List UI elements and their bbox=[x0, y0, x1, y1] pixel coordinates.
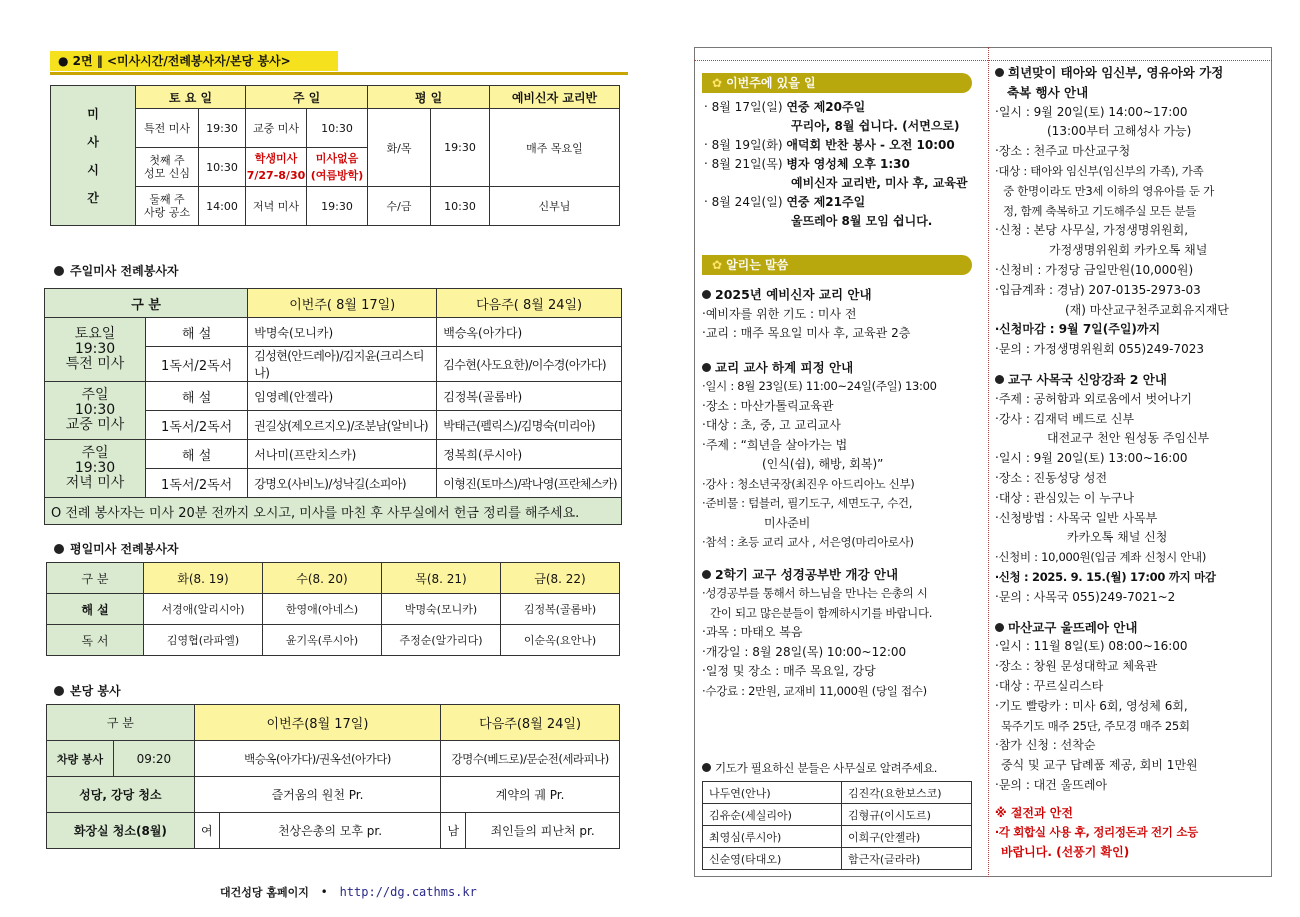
right-notices-column bbox=[995, 63, 1267, 863]
notice-line: 중식 및 교구 답례품 제공, 회비 1만원 bbox=[1001, 758, 1198, 773]
server-this: 김성현(안드레아)/김지윤(크리스티나) bbox=[248, 347, 437, 382]
server-next: 박태근(펠릭스)/김명숙(미리아) bbox=[437, 411, 622, 440]
notice-line: ‧일시 : 8월 23일(토) 11:00~24일(주일) 13:00 bbox=[702, 379, 937, 393]
row-church-cleaning: 성당, 강당 청소 bbox=[47, 777, 195, 813]
notice-line: (13:00부터 고해성사 가능) bbox=[1047, 124, 1192, 139]
notice-line: 대전교구 천안 원성동 주임신부 bbox=[1047, 431, 1210, 446]
weekday-days-1: 화/목 bbox=[368, 109, 431, 187]
notice-line: ‧참가 신청 : 선착순 bbox=[995, 738, 1096, 753]
page-title-text: ● 2면 ‖ <미사시간/전례봉사자/본당 봉사> bbox=[58, 54, 291, 68]
notice-line: (재) 마산교구천주교회유지재단 bbox=[1065, 302, 1229, 317]
sat-mass-3: 둘째 주 사랑 공소 bbox=[136, 187, 199, 226]
weekday-time-2: 10:30 bbox=[431, 187, 490, 226]
gender-male: 남 bbox=[441, 813, 466, 849]
prayer-name: 신순영(타대오) bbox=[703, 848, 842, 870]
prayer-name: 김진각(요한보스코) bbox=[842, 782, 972, 804]
weekday-servers-heading: 평일미사 전례봉사자 bbox=[54, 540, 179, 557]
notice-line: ‧주제 : 공허함과 외로움에서 벗어나기 bbox=[995, 391, 1192, 406]
group-sun-main: 주일 10:30 교중 미사 bbox=[45, 382, 146, 440]
server-next: 정복희(루시아) bbox=[437, 440, 622, 469]
prayer-list-table bbox=[702, 781, 972, 870]
notice-line: ‧장소 : 창원 문성대학교 체육관 bbox=[995, 659, 1158, 674]
row-restroom-cleaning: 화장실 청소(8월) bbox=[47, 813, 195, 849]
bullet-icon bbox=[702, 570, 711, 579]
notice-line: ‧신청 : 2025. 9. 15.(월) 17:00 까지 마감 bbox=[995, 569, 1216, 584]
sat-mass-2: 첫째 주 성모 신심 bbox=[136, 148, 199, 187]
group-sun-evening: 주일 19:30 저녁 미사 bbox=[45, 440, 146, 498]
notice-line: ‧강사 : 김재덕 베드로 신부 bbox=[995, 411, 1135, 426]
server-name: 주정순(알가리다) bbox=[382, 625, 501, 656]
event-item: ‧ 8월 24일(일) 연중 제21주일 bbox=[704, 195, 866, 209]
notice-line: ‧문의 : 가정생명위원회 055)249-7023 bbox=[995, 342, 1204, 357]
notice-line: ‧예비자를 위한 기도 : 미사 전 bbox=[702, 306, 857, 321]
notice-line: ‧일시 : 9월 20일(토) 14:00~17:00 bbox=[995, 104, 1188, 119]
mass-time-label: 미 사 시 간 bbox=[51, 86, 136, 226]
bullet-icon bbox=[702, 363, 711, 372]
driving-time: 09:20 bbox=[114, 741, 195, 777]
faith-lecture-title: 교구 사목국 신앙강좌 2 안내 bbox=[995, 370, 1267, 390]
col-category: 구 분 bbox=[45, 289, 248, 318]
right-page-top-line bbox=[694, 60, 1272, 61]
notice-line: ‧참석 : 초등 교리 교사 , 서은영(마리아로사) bbox=[702, 535, 914, 549]
safety-line: ‧각 회합실 사용 후, 정리정돈과 전기 소등 bbox=[995, 825, 1198, 840]
row-driving-service: 차량 봉사 bbox=[47, 741, 114, 777]
notice-line: ‧신청마감 : 9월 7일(주일)까지 bbox=[995, 322, 1161, 337]
server-this: 권길상(제오르지오)/조분남(알비나) bbox=[248, 411, 437, 440]
safety-line: 바랍니다. (선풍기 확인) bbox=[1001, 845, 1130, 860]
notice-line: ‧일시 : 11월 8일(토) 08:00~16:00 bbox=[995, 639, 1188, 654]
col-saturday: 토 요 일 bbox=[136, 86, 246, 109]
this-week-list bbox=[704, 98, 986, 231]
col-wed: 수(8. 20) bbox=[263, 563, 382, 594]
bullet-icon bbox=[702, 763, 711, 772]
homepage-label: 대건성당 홈페이지 bbox=[220, 886, 309, 899]
notice-line: 간이 되고 많은분들이 함께하시기를 바랍니다. bbox=[710, 605, 933, 620]
server-next: 김정복(골롬바) bbox=[437, 382, 622, 411]
role-readers: 1독서/2독서 bbox=[146, 347, 248, 382]
restroom-next: 죄인들의 피난처 pr. bbox=[466, 813, 620, 849]
restroom-this: 천상은총의 모후 pr. bbox=[219, 813, 441, 849]
notice-line: ‧성경공부를 통해서 하느님을 만나는 은총의 시 bbox=[702, 586, 928, 600]
blessing-event-title: 희년맞이 태아와 임신부, 영유아와 가정 bbox=[995, 63, 1267, 83]
notice-line: ‧개강일 : 8월 28일(목) 10:00~12:00 bbox=[702, 644, 907, 659]
page-title bbox=[50, 51, 338, 71]
notice-line: ‧문의 : 사목국 055)249-7021~2 bbox=[995, 589, 1176, 604]
bullet-icon bbox=[54, 266, 64, 276]
notice-line: ‧주제 : “희년을 살아가는 법 bbox=[702, 437, 848, 452]
col-category: 구 분 bbox=[47, 563, 144, 594]
notice-line: ‧과목 : 마태오 복음 bbox=[702, 625, 803, 639]
notice-line: 묵주기도 매주 25단, 주모경 매주 25회 bbox=[1001, 718, 1190, 733]
teacher-retreat-title: 교리 교사 하계 피정 안내 bbox=[702, 358, 986, 378]
cleaning-this: 즐거움의 원천 Pr. bbox=[194, 777, 441, 813]
sunday-servers-heading: 주일미사 전례봉사자 bbox=[54, 262, 179, 279]
role-reader: 독 서 bbox=[47, 625, 144, 656]
sat-time-2: 10:30 bbox=[199, 148, 246, 187]
notice-line: ‧장소 : 마산가톨릭교육관 bbox=[702, 398, 834, 413]
server-next: 백승옥(아가다) bbox=[437, 318, 622, 347]
notices-column bbox=[702, 285, 986, 701]
prayer-name: 최영심(루시아) bbox=[703, 826, 842, 848]
weekday-servers-table bbox=[46, 562, 620, 656]
servers-note: O 전례 봉사자는 미사 20분 전까지 오시고, 미사를 마친 후 사무실에서 헌금 정리를 해주세요. bbox=[45, 498, 622, 525]
event-item: ‧ 8월 17일(일) 연중 제20주일 bbox=[704, 100, 866, 114]
role-commentator: 해 설 bbox=[146, 440, 248, 469]
weekday-time-1: 19:30 bbox=[431, 109, 490, 187]
sun-mass-1: 교중 미사 bbox=[246, 109, 307, 148]
catechumen-teacher: 신부님 bbox=[490, 187, 620, 226]
event-item-cont: 예비신자 교리반, 미사 후, 교육관 bbox=[791, 176, 968, 190]
notice-line: ‧일정 및 장소 : 매주 목요일, 강당 bbox=[702, 664, 876, 678]
role-readers: 1독서/2독서 bbox=[146, 411, 248, 440]
homepage-link[interactable]: http://dg.cathms.kr bbox=[339, 885, 477, 899]
driving-this: 백승옥(아가다)/권옥선(아가다) bbox=[194, 741, 441, 777]
sat-mass-1: 특전 미사 bbox=[136, 109, 199, 148]
notices-pill: ✿ 알리는 말씀 bbox=[702, 255, 972, 275]
notice-line: ‧신청방법 : 사목국 일반 사목부 bbox=[995, 510, 1158, 525]
bullet-icon bbox=[995, 375, 1004, 384]
cleaning-next: 계약의 궤 Pr. bbox=[441, 777, 620, 813]
server-next: 김수현(사도요한)/이수경(아가다) bbox=[437, 347, 622, 382]
notice-line: ‧대상 : 꾸르실리스타 bbox=[995, 678, 1104, 693]
event-item-cont: 꾸리아, 8월 쉽니다. (서면으로) bbox=[791, 119, 960, 133]
server-this: 임영례(안젤라) bbox=[248, 382, 437, 411]
bullet-icon bbox=[54, 544, 64, 554]
server-name: 김정복(골롬바) bbox=[501, 594, 620, 625]
col-sunday: 주 일 bbox=[246, 86, 368, 109]
notice-line: 미사준비 bbox=[764, 515, 811, 530]
bullet-icon bbox=[54, 686, 64, 696]
notice-line: ‧문의 : 대건 울뜨레아 bbox=[995, 777, 1108, 792]
notice-line: ‧준비물 : 텀블러, 필기도구, 세면도구, 수건, bbox=[702, 496, 913, 510]
footer bbox=[220, 884, 477, 900]
bullet-icon bbox=[995, 68, 1004, 77]
col-weekday: 평 일 bbox=[368, 86, 490, 109]
server-this: 강명오(사비노)/성낙길(소피아) bbox=[248, 469, 437, 498]
prayer-name: 이희구(안젤라) bbox=[842, 826, 972, 848]
server-name: 한영애(아네스) bbox=[263, 594, 382, 625]
role-readers: 1독서/2독서 bbox=[146, 469, 248, 498]
notice-line: 가정생명위원회 카카오톡 채널 bbox=[1049, 243, 1208, 258]
role-commentator: 해 설 bbox=[146, 318, 248, 347]
footer-separator: • bbox=[320, 885, 328, 899]
server-this: 박명숙(모니카) bbox=[248, 318, 437, 347]
role-commentator: 해 설 bbox=[146, 382, 248, 411]
notice-line: ‧입금계좌 : 경남) 207-0135-2973-03 bbox=[995, 282, 1201, 297]
title-underline bbox=[50, 72, 628, 75]
notice-line: ‧신청비 : 10,000원(입금 계좌 신청시 안내) bbox=[995, 550, 1207, 565]
sun-time-1: 10:30 bbox=[307, 109, 368, 148]
col-catechumen: 예비신자 교리반 bbox=[490, 86, 620, 109]
notice-line: ‧신청비 : 가정당 금일만원(10,000원) bbox=[995, 262, 1194, 277]
sat-time-3: 14:00 bbox=[199, 187, 246, 226]
server-name: 서경애(알리시아) bbox=[144, 594, 263, 625]
server-name: 윤기옥(루시아) bbox=[263, 625, 382, 656]
notice-line: 중 한명이라도 만3세 이하의 영유아를 둔 가 bbox=[1003, 183, 1214, 198]
col-category: 구 분 bbox=[47, 705, 195, 741]
col-fri: 금(8. 22) bbox=[501, 563, 620, 594]
col-tue: 화(8. 19) bbox=[144, 563, 263, 594]
event-item: ‧ 8월 21일(목) 병자 영성체 오후 1:30 bbox=[704, 157, 910, 171]
role-commentator: 해 설 bbox=[47, 594, 144, 625]
prayer-name: 김형규(이시도르) bbox=[842, 804, 972, 826]
bullet-icon bbox=[702, 290, 711, 299]
group-sat-evening: 토요일 19:30 특전 미사 bbox=[45, 318, 146, 382]
sun-student-note: 미사없음 (여름방학) bbox=[307, 148, 368, 187]
col-this-week: 이번주(8월 17일) bbox=[194, 705, 441, 741]
sunday-servers-table bbox=[44, 288, 622, 525]
notice-line: (인식(쉼), 해방, 회복)” bbox=[762, 457, 884, 471]
parish-service-table bbox=[46, 704, 620, 849]
notice-line: ‧강사 : 청소년국장(최진우 아드리아노 신부) bbox=[702, 476, 915, 491]
sat-time-1: 19:30 bbox=[199, 109, 246, 148]
sun-icon: ✿ bbox=[712, 76, 723, 90]
bullet-icon bbox=[995, 623, 1004, 632]
notice-line: ‧교리 : 매주 목요일 미사 후, 교육관 2층 bbox=[702, 326, 911, 340]
this-week-pill: ✿ 이번주에 있을 일 bbox=[702, 73, 972, 93]
catechumen-day: 매주 목요일 bbox=[490, 109, 620, 187]
col-next-week: 다음주( 8월 24일) bbox=[437, 289, 622, 318]
server-next: 이형진(토마스)/곽나영(프란체스카) bbox=[437, 469, 622, 498]
col-this-week: 이번주( 8월 17일) bbox=[248, 289, 437, 318]
sun-mass-3: 저녁 미사 bbox=[246, 187, 307, 226]
notice-line: ‧장소 : 천주교 마산교구청 bbox=[995, 144, 1131, 159]
prayer-heading: 기도가 필요하신 분들은 사무실로 알려주세요. bbox=[702, 759, 986, 778]
gender-female: 여 bbox=[194, 813, 219, 849]
server-this: 서나미(프란치스카) bbox=[248, 440, 437, 469]
col-next-week: 다음주(8월 24일) bbox=[441, 705, 620, 741]
notice-line: ‧신청 : 본당 사무실, 가정생명위원회, bbox=[995, 223, 1189, 238]
notice-line: 카카오톡 채널 신청 bbox=[1067, 530, 1168, 545]
prayer-name: 함근자(글라라) bbox=[842, 848, 972, 870]
notice-line: ‧대상 : 관심있는 이 누구나 bbox=[995, 490, 1135, 505]
notice-line: ‧대상 : 초, 중, 고 교리교사 bbox=[702, 418, 841, 432]
mass-schedule-table bbox=[50, 85, 620, 226]
notice-line: ‧기도 빨랑카 : 미사 6회, 영성체 6회, bbox=[995, 698, 1188, 713]
prayer-name: 나두연(안나) bbox=[703, 782, 842, 804]
server-name: 김영협(라파엘) bbox=[144, 625, 263, 656]
catechumen-notice-title: 2025년 예비신자 교리 안내 bbox=[702, 285, 986, 305]
prayer-name: 김유순(세실리아) bbox=[703, 804, 842, 826]
blessing-event-title-cont: 축복 행사 안내 bbox=[1007, 84, 1089, 100]
driving-next: 강명수(베드로)/문순전(세라피나) bbox=[441, 741, 620, 777]
notice-line: ‧대상 : 태아와 임신부(임신부의 가족), 가족 bbox=[995, 163, 1204, 178]
server-name: 박명숙(모니카) bbox=[382, 594, 501, 625]
notice-line: ‧수강료 : 2만원, 교재비 11,000원 (당일 접수) bbox=[702, 683, 927, 698]
notice-line: ‧장소 : 진동성당 성전 bbox=[995, 470, 1108, 485]
server-name: 이순옥(요안나) bbox=[501, 625, 620, 656]
right-page-divider bbox=[988, 47, 989, 877]
col-thu: 목(8. 21) bbox=[382, 563, 501, 594]
bible-study-title: 2학기 교구 성경공부반 개강 안내 bbox=[702, 565, 986, 585]
sun-time-3: 19:30 bbox=[307, 187, 368, 226]
notice-line: ‧일시 : 9월 20일(토) 13:00~16:00 bbox=[995, 451, 1188, 466]
safety-title: ※ 절전과 안전 bbox=[995, 805, 1073, 820]
event-item: ‧ 8월 19일(화) 애덕회 반찬 봉사 - 오전 10:00 bbox=[704, 138, 955, 152]
sun-student-mass: 학생미사 7/27-8/30 bbox=[246, 148, 307, 187]
sun-icon: ✿ bbox=[712, 258, 723, 272]
notice-line: 정, 함께 축복하고 기도해주실 모든 분들 bbox=[1003, 203, 1197, 218]
event-item-cont: 울뜨레아 8월 모임 쉽니다. bbox=[791, 214, 933, 228]
ultreya-title: 마산교구 울뜨레아 안내 bbox=[995, 618, 1267, 638]
parish-service-heading: 본당 봉사 bbox=[54, 682, 121, 699]
weekday-days-2: 수/금 bbox=[368, 187, 431, 226]
